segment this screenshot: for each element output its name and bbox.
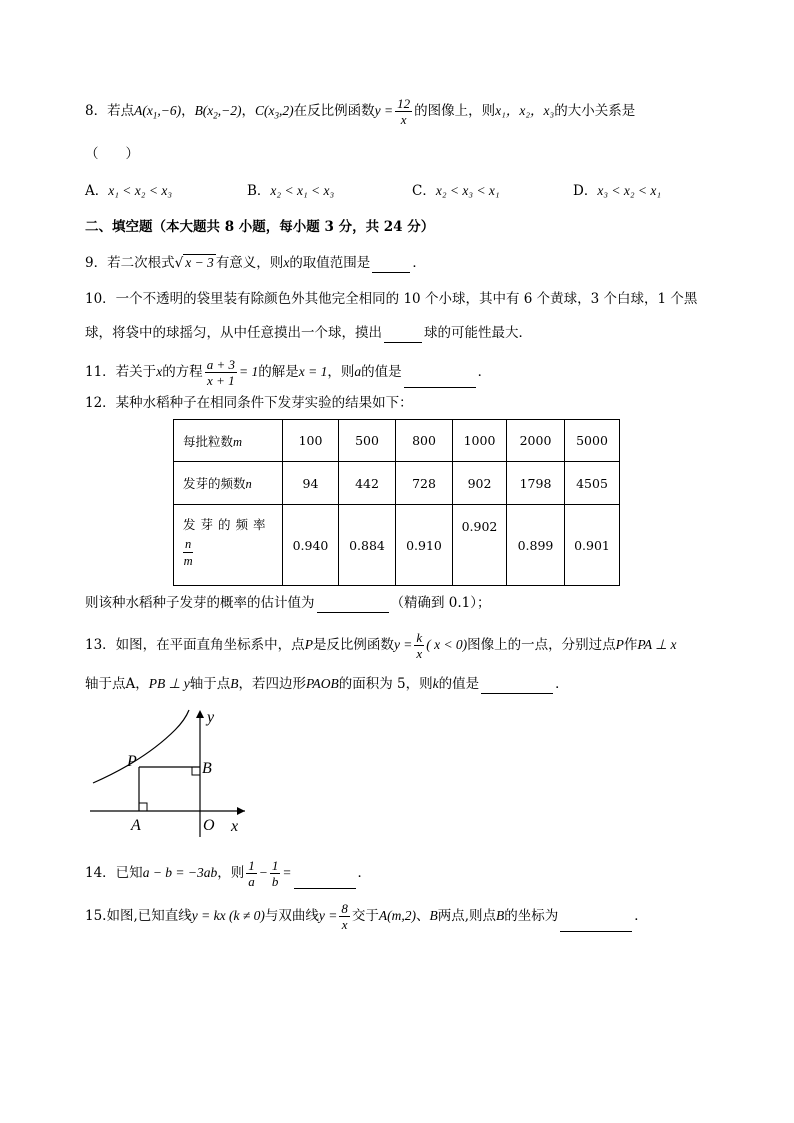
q12-blank[interactable] — [317, 598, 389, 613]
q12-intro: 12．某种水稻种子在相同条件下发芽实验的结果如下： — [85, 395, 413, 411]
q12-after: 则该种水稻种子发芽的概率的估计值为 （精确到 0.1）； — [85, 595, 491, 611]
table-header-count: 每批粒数m — [174, 420, 283, 462]
q10-line2: 球，将袋中的球摇匀，从中任意摸出一个球，摸出 球的可能性最大． — [85, 325, 532, 341]
table-cell: 728 — [396, 462, 453, 505]
q10-blank[interactable] — [384, 328, 422, 343]
table-cell: 0.901 — [565, 505, 620, 586]
point-b: $B(x_2,-2)$ — [194, 103, 242, 121]
section-title: 二、填空题（本大题共 8 小题，每小题 3 分，共 24 分） — [85, 219, 435, 235]
label-y: y — [207, 709, 215, 726]
point-a: $A(x_1,-6)$ — [134, 103, 182, 121]
q13-figure — [85, 705, 255, 840]
table-cell: 442 — [339, 462, 396, 505]
table-row — [174, 462, 620, 505]
x-axis-arrow-icon — [237, 807, 245, 815]
table-header-rate: 发芽的频率 $\frac{n}{m}$ — [174, 505, 283, 586]
table-cell: 4505 — [565, 462, 620, 505]
q13-blank[interactable] — [481, 679, 553, 694]
q8-option-a[interactable]: A．x₁ < x₂ < x₃ — [85, 183, 173, 199]
q8-paren: （ ） — [85, 146, 139, 162]
table-cell: 2000 — [507, 420, 565, 462]
q8-option-d[interactable]: D．x₃ < x₂ < x₁ — [573, 183, 662, 199]
label-o: O — [203, 817, 215, 834]
table-cell: 0.940 — [283, 505, 339, 586]
q14-line: 14．已知a − b = −3ab，则 $\frac{1}{a}$ − $\frac{1}{b}$ = ． — [85, 858, 372, 889]
table-cell: 100 — [283, 420, 339, 462]
q13-line1: 13．如图，在平面直角坐标系中，点P是反比例函数y = $\frac{k}{x}$ ( x < 0)图像上的一点，分别过点P作PA ⊥ x — [85, 630, 677, 661]
table-cell: 0.899 — [507, 505, 565, 586]
q9-blank[interactable] — [372, 258, 410, 273]
label-x: x — [231, 818, 239, 835]
sqrt-icon: √ — [174, 255, 184, 271]
q9-line: 9．若二次根式√ x − 3 有意义，则x的取值范围是 ． — [85, 255, 426, 271]
q12-table — [173, 419, 620, 586]
point-c: $C(x_3,2)$ — [255, 103, 294, 121]
table-cell: 902 — [453, 462, 507, 505]
q15-line: 15.如图,已知直线y = kx (k ≠ 0)与双曲线y = $\frac{8}{x}$ 交于A(m,2)、B两点,则点B的坐标为 ． — [85, 901, 648, 932]
table-row — [174, 420, 620, 462]
table-cell: 94 — [283, 462, 339, 505]
right-angle-b-icon — [192, 767, 200, 775]
table-cell: 0.910 — [396, 505, 453, 586]
table-cell: 800 — [396, 420, 453, 462]
y-axis-arrow-icon — [196, 710, 204, 718]
q11-line: 11．若关于x的方程 $\frac{a + 3}{x + 1}$ = 1的解是x = 1，则a的值是 ． — [85, 357, 492, 388]
table-cell: 1000 — [453, 420, 507, 462]
q15-blank[interactable] — [560, 917, 632, 932]
right-angle-a-icon — [139, 803, 147, 811]
table-cell: 5000 — [565, 420, 620, 462]
table-cell: 0.902 — [453, 505, 507, 586]
q8-line: 8．若点$A(x_1,-6)$，$B(x_2,-2)$，$C(x_3,2)$在反比例函数y = $\frac{12}{x}$ 的图像上，则x₁，x₂，x₃的大小关系是 — [85, 96, 636, 127]
q8-prefix: 8．若点 — [85, 103, 135, 119]
table-header-frequency: 发芽的频数n — [174, 462, 283, 505]
q10-line1: 10．一个不透明的袋里装有除颜色外其他完全相同的 10 个小球，其中有 6 个黄球，3 个白球，1 个黑 — [85, 291, 698, 307]
hyperbola-curve — [93, 710, 189, 783]
q8-fraction: $\frac{12}{x}$ — [397, 96, 411, 127]
table-cell: 500 — [339, 420, 396, 462]
table-cell: 1798 — [507, 462, 565, 505]
label-p: P — [127, 753, 137, 770]
label-b: B — [202, 760, 212, 777]
q8-option-b[interactable]: B．x₂ < x₁ < x₃ — [247, 183, 335, 199]
q14-blank[interactable] — [294, 874, 356, 889]
table-row — [174, 505, 620, 586]
q13-line2: 轴于点A，PB ⊥ y轴于点B，若四边形PAOB的面积为 5，则k的值是 ． — [85, 676, 569, 692]
label-a: A — [131, 817, 141, 834]
q11-blank[interactable] — [404, 373, 476, 388]
q8-option-c[interactable]: C．x₂ < x₃ < x₁ — [412, 183, 500, 199]
table-cell: 0.884 — [339, 505, 396, 586]
q11-fraction: $\frac{a + 3}{x + 1}$ — [206, 357, 235, 388]
